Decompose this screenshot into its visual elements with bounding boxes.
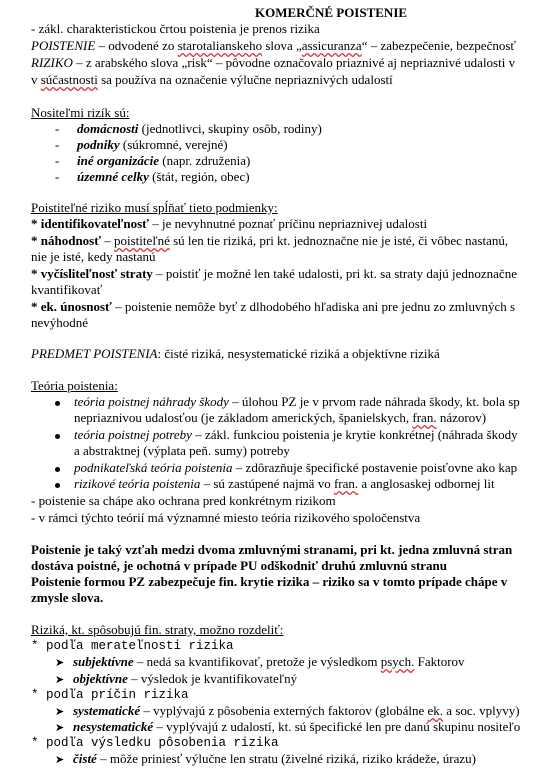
text-span: psych. bbox=[380, 654, 415, 669]
text-span: domácnosti bbox=[77, 121, 139, 136]
list-item bbox=[55, 476, 495, 492]
list-item bbox=[55, 121, 322, 137]
text-span: – nedá sa kvantifikovať, pretože je výsledkom bbox=[133, 654, 381, 669]
list-item bbox=[55, 153, 250, 169]
text-span: a soc. vplyvy) bbox=[443, 703, 520, 718]
list-item-cont bbox=[74, 410, 486, 426]
bullet-icon bbox=[55, 483, 60, 488]
definition-line: zmysle slova. bbox=[31, 590, 104, 605]
definition-line: dostáva poistné, je ochotná v prípade PU odškodniť druhú zmluvnú stranu bbox=[31, 558, 447, 573]
text-span: súčastnosti bbox=[40, 72, 98, 87]
text-span: sú len tie riziká, pri kt. jednoznačne nie je isté, či vôbec nastanú, bbox=[169, 233, 509, 248]
text-span: rizikové teória poistenia bbox=[74, 476, 201, 491]
text-span: podnikateľská teória poistenia bbox=[74, 460, 233, 475]
text-span: teória poistnej náhrady škody bbox=[74, 394, 229, 409]
text-span: územné celky bbox=[77, 169, 149, 184]
bullet-icon bbox=[55, 434, 60, 439]
text-span: objektívne bbox=[73, 671, 128, 686]
arrow-icon: ➤ bbox=[55, 674, 65, 686]
arrow-icon: ➤ bbox=[55, 722, 65, 734]
arrow-icon: ➤ bbox=[55, 706, 65, 718]
text-span: a anglosaskej odbornej lit bbox=[358, 476, 495, 491]
theories-note: - poistenie sa chápe ako ochrana pred konkrétnym rizikom bbox=[31, 493, 336, 508]
text-span: iné organizácie bbox=[77, 153, 159, 168]
text-span: názorov) bbox=[436, 410, 487, 425]
text-span: – poistiť je možné len také udalosti, pri kt. sa straty dajú jednoznačne bbox=[152, 266, 517, 281]
definition-line: Poistenie formou PZ zabezpečuje fin. krytie rizika – riziko sa v tomto prípade chápe v bbox=[31, 574, 508, 589]
theories-note: - v rámci týchto teórií má významné miesto teória rizikového spoločenstva bbox=[31, 510, 421, 525]
condition-line bbox=[31, 216, 427, 232]
text-span: subjektívne bbox=[73, 654, 134, 669]
list-item bbox=[55, 427, 518, 443]
condition-line bbox=[31, 233, 508, 249]
risk-group: * podľa výsledku pôsobenia rizika bbox=[31, 736, 279, 750]
risk-group: * podľa príčin rizika bbox=[31, 688, 189, 702]
risk-subitem bbox=[55, 751, 476, 768]
risk-subitem bbox=[55, 719, 520, 736]
intro-line-3 bbox=[31, 55, 515, 71]
condition-line: kvantifikovať bbox=[31, 282, 103, 297]
list-item bbox=[55, 460, 517, 476]
text-span: - bbox=[55, 121, 60, 136]
risk-group: * podľa merateľnosti rizika bbox=[31, 639, 234, 653]
text-span: – sú zastúpené najmä vo bbox=[200, 476, 334, 491]
text-span: poistiteľné bbox=[114, 233, 170, 248]
condition-line: nevýhodné bbox=[31, 315, 89, 330]
arrow-icon: ➤ bbox=[55, 754, 65, 766]
text-span: (napr. združenia) bbox=[158, 153, 251, 168]
text-span: nepriaznivou udalosťou (je základom amerických, španielskych, bbox=[74, 410, 413, 425]
risks-heading: Riziká, kt. spôsobujú fin. straty, možno rozdeliť: bbox=[31, 622, 284, 637]
text-span: * náhodnosť bbox=[31, 233, 102, 248]
subject-line bbox=[31, 346, 440, 362]
text-span: – vyplývajú z pôsobenia externých faktorov (globálne bbox=[140, 703, 428, 718]
list-item-cont: a abstraktnej (výplata peň. sumy) potreby bbox=[74, 443, 290, 458]
page-title: KOMERČNÉ POISTENIE bbox=[255, 5, 408, 20]
text-span: - bbox=[55, 137, 60, 152]
text-span: – z arabského slova „risk“ – pôvodne označovalo priaznivé aj nepriaznivé udalosti v bbox=[72, 55, 516, 70]
text-span: fran. bbox=[412, 410, 437, 425]
text-span: * identifikovateľnosť bbox=[31, 216, 149, 231]
text-span: systematické bbox=[73, 703, 141, 718]
text-span: assicuranza bbox=[301, 38, 362, 53]
text-span: fran. bbox=[333, 476, 359, 491]
intro-line-1: - zákl. charakteristickou črtou poistenia je prenos rizika bbox=[31, 21, 320, 36]
theories-heading: Teória poistenia: bbox=[31, 378, 118, 393]
text-span: sa používa na označenie výlučne nepriaznivých udalostí bbox=[97, 72, 393, 87]
text-span: (jednotlivci, skupiny osôb, rodiny) bbox=[138, 121, 322, 136]
bullet-icon bbox=[55, 401, 60, 406]
text-span: teória poistnej potreby bbox=[74, 427, 192, 442]
text-span: PREDMET POISTENIA bbox=[31, 346, 158, 361]
text-span: – je nevyhnutné poznať príčinu nepriaznivej udalosti bbox=[148, 216, 428, 231]
text-span: – zdôrazňuje špecifické postavenie poisťovne ako kap bbox=[232, 460, 518, 475]
text-span: – môže priniesť výlučne len stratu (živelné riziká, riziko krádeže, úrazu) bbox=[96, 751, 476, 766]
poistenie-term: POISTENIE bbox=[31, 38, 96, 53]
text-span: nesystematické bbox=[73, 719, 154, 734]
text-span: – zákl. funkciou poistenia je krytie konkrétnej (náhrada škody bbox=[191, 427, 518, 442]
list-item bbox=[55, 137, 228, 153]
definition-line: Poistenie je taký vzťah medzi dvoma zmluvnými stranami, pri kt. jedna zmluvná stran bbox=[31, 542, 513, 557]
text-span: v bbox=[31, 72, 41, 87]
risk-subitem bbox=[55, 671, 297, 688]
list-item bbox=[55, 169, 250, 185]
text-span: : čisté riziká, nesystematické riziká a objektívne riziká bbox=[157, 346, 440, 361]
text-span: Faktorov bbox=[414, 654, 465, 669]
text-span: čisté bbox=[73, 751, 97, 766]
text-span: – výsledok je kvantifikovateľný bbox=[127, 671, 298, 686]
condition-line bbox=[31, 266, 517, 282]
list-item bbox=[55, 394, 520, 410]
risk-subitem bbox=[55, 703, 520, 720]
intro-line-4 bbox=[31, 72, 393, 88]
text-span: “ – zabezpečenie, bezpečnosť bbox=[361, 38, 516, 53]
text-span: (súkromné, verejné) bbox=[119, 137, 228, 152]
text-span: ek. bbox=[427, 703, 444, 718]
conditions-heading: Poistiteľné riziko musí spĺňať tieto podmienky: bbox=[31, 200, 278, 215]
text-span: – bbox=[101, 233, 115, 248]
text-span: (štát, región, obec) bbox=[148, 169, 250, 184]
bullet-icon bbox=[55, 467, 60, 472]
text-span: - bbox=[55, 169, 60, 184]
condition-line bbox=[31, 299, 515, 315]
text-span: – poistenie nemôže byť z dlhodobého hľadiska ani pre jednu zo zmluvných s bbox=[111, 299, 516, 314]
risk-subitem bbox=[55, 654, 465, 671]
text-span: * ek. únosnosť bbox=[31, 299, 112, 314]
arrow-icon: ➤ bbox=[55, 657, 65, 669]
text-span: * vyčísliteľnosť straty bbox=[31, 266, 153, 281]
text-span: – úlohou PZ je v prvom rade náhrada škody, kt. bola sp bbox=[228, 394, 520, 409]
text-span: - bbox=[55, 153, 60, 168]
text-span: – vyplývajú z udalostí, kt. sú špecifické len pre danú skupinu nositeľo bbox=[153, 719, 521, 734]
text-span: starotalianskeho bbox=[177, 38, 263, 53]
text-span: slova „ bbox=[262, 38, 302, 53]
text-span: podniky bbox=[77, 137, 120, 152]
risk-bearers-heading: Nositeľmi rizík sú: bbox=[31, 105, 130, 120]
riziko-term: RIZIKO bbox=[31, 55, 73, 70]
condition-line: nie je isté, kedy nastanú bbox=[31, 249, 156, 264]
intro-line-2 bbox=[31, 38, 516, 54]
text-span: – odvodené zo bbox=[95, 38, 178, 53]
